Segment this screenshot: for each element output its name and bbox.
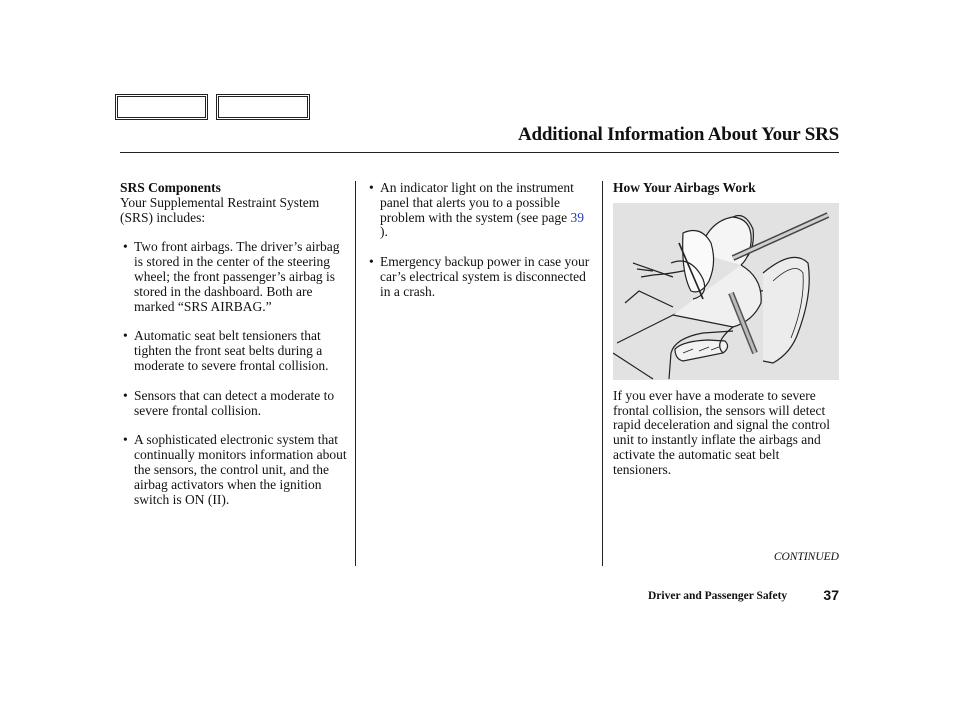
nav-button-right[interactable] [216,94,310,120]
list-item [366,181,594,240]
continued-label: CONTINUED [773,551,839,563]
airbag-illustration [613,203,839,380]
indicator-text: An indicator light on the instrument panel that alerts you to a possible problem with the system (see page [380,180,574,225]
airbag-illustration-svg [613,203,839,380]
components-list [120,240,348,507]
list-item: • Sensors that can detect a moderate to severe frontal collision. [120,389,348,419]
list-item: • Emergency backup power in case your car’s electrical system is disconnected in a crash. [366,255,594,299]
indicator-text-end: ). [380,224,388,240]
column-components-continued [366,181,594,300]
components-list-continued [366,181,594,300]
list-item: • A sophisticated electronic system that continually monitors information about the sensors, the control unit, and the airbag activators when the ignition switch is ON (II). [120,433,348,507]
section-heading-how-airbags-work: How Your Airbags Work [613,180,756,195]
column-divider [602,181,603,566]
page-title: Additional Information About Your SRS [518,124,839,145]
list-item: • Two front airbags. The driver’s airbag is stored in the center of the steering wheel; the front passenger’s airbag is stored in the dashboard. Both are marked “SRS AIRBAG.” [120,240,348,314]
intro-text: Your Supplemental Restraint System (SRS) includes: [120,194,320,225]
column-srs-components [120,181,348,507]
column-how-airbags-work [613,181,839,478]
list-item: • Automatic seat belt tensioners that tighten the front seat belts during a moderate to severe frontal collision. [120,329,348,373]
title-divider [120,152,839,153]
page-number: 37 [823,587,839,603]
column-divider [355,181,356,566]
airbag-explanation-text: If you ever have a moderate to severe frontal collision, the sensors will detect rapid deceleration and signal the control unit to instantly inflate the airbags and activate the automatic seat belt tensioners. [613,387,831,477]
section-heading-srs-components: SRS Components [120,180,221,195]
nav-button-left[interactable] [115,94,208,120]
page-link-39[interactable]: 39 [570,209,584,225]
footer-section-title: Driver and Passenger Safety [648,590,788,602]
